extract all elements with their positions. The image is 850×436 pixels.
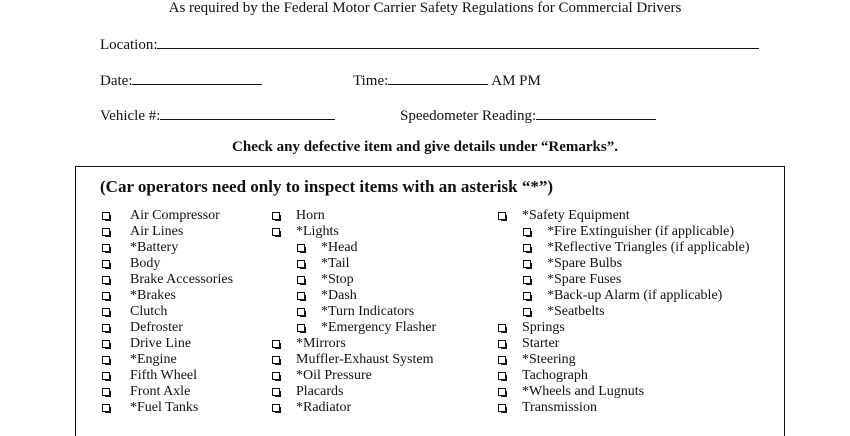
checklist-item-label: Air Compressor: [130, 208, 220, 223]
checkbox[interactable]: [498, 372, 506, 380]
checkbox[interactable]: [498, 340, 506, 348]
checkbox[interactable]: [498, 356, 506, 364]
checklist-item-label: Placards: [296, 384, 344, 399]
location-field: [100, 34, 759, 54]
time-input-line[interactable]: [388, 70, 488, 85]
checkbox[interactable]: [297, 244, 305, 252]
checklist-item-label: Springs: [522, 320, 565, 335]
speedometer-label: Speedometer Reading:: [400, 108, 537, 124]
checkbox[interactable]: [272, 372, 280, 380]
checkbox[interactable]: [102, 212, 110, 220]
checklist-item-label: *Spare Bulbs: [547, 256, 623, 271]
checklist-item-label: Fifth Wheel: [130, 368, 198, 383]
checkbox[interactable]: [272, 356, 280, 364]
checkbox[interactable]: [523, 308, 531, 316]
location-input-line[interactable]: [157, 34, 759, 49]
checklist-item-label: *Fuel Tanks: [130, 400, 199, 415]
checkbox[interactable]: [102, 340, 110, 348]
checklist-item-label: Front Axle: [130, 384, 191, 399]
checkbox[interactable]: [102, 260, 110, 268]
date-label: Date:: [100, 73, 133, 89]
checkbox[interactable]: [272, 388, 280, 396]
checkbox[interactable]: [523, 292, 531, 300]
checklist-item-label: *Seatbelts: [547, 304, 605, 319]
checklist-item-label: *Mirrors: [296, 336, 346, 351]
checklist-item-label: Starter: [522, 336, 560, 351]
checkbox[interactable]: [102, 308, 110, 316]
time-field: [353, 70, 541, 90]
checkbox[interactable]: [102, 292, 110, 300]
checkbox[interactable]: [102, 372, 110, 380]
checklist-item-label: *Stop: [321, 272, 354, 287]
speedometer-input-line[interactable]: [536, 105, 656, 120]
checkbox[interactable]: [498, 404, 506, 412]
checklist-item-label: *Wheels and Lugnuts: [522, 384, 645, 399]
checkbox[interactable]: [102, 276, 110, 284]
checkbox[interactable]: [498, 212, 506, 220]
checkbox[interactable]: [102, 388, 110, 396]
checkbox[interactable]: [523, 244, 531, 252]
checkbox[interactable]: [523, 260, 531, 268]
form-subtitle: As required by the Federal Motor Carrier Safety Regulations for Commercial Drivers: [168, 0, 682, 16]
checklist-item-label: *Emergency Flasher: [321, 320, 437, 335]
checkbox[interactable]: [297, 260, 305, 268]
speedometer-field: [400, 105, 656, 125]
checkbox[interactable]: [523, 228, 531, 236]
checklist-item-label: *Safety Equipment: [522, 208, 630, 223]
checkbox[interactable]: [272, 212, 280, 220]
checklist-item-label: *Steering: [522, 352, 576, 367]
location-label: Location:: [100, 37, 158, 53]
checklist-item-label: *Brakes: [130, 288, 176, 303]
time-ampm-options[interactable]: AM PM: [491, 73, 541, 89]
checklist-item-label: *Spare Fuses: [547, 272, 622, 287]
checkbox[interactable]: [102, 404, 110, 412]
checkbox[interactable]: [297, 308, 305, 316]
checkbox[interactable]: [272, 228, 280, 236]
checkbox[interactable]: [102, 324, 110, 332]
checkbox[interactable]: [102, 244, 110, 252]
checklist-item-label: Air Lines: [130, 224, 184, 239]
checkbox[interactable]: [498, 388, 506, 396]
checkbox[interactable]: [272, 404, 280, 412]
checkbox[interactable]: [297, 292, 305, 300]
checklist-item-label: Drive Line: [130, 336, 192, 351]
checklist-item-label: Muffler-Exhaust System: [296, 352, 434, 367]
checklist-item-label: *Radiator: [296, 400, 352, 415]
checklist-item-label: *Back-up Alarm (if applicable): [547, 288, 723, 303]
vehicle-input-line[interactable]: [160, 105, 335, 120]
checklist-item-label: Tachograph: [522, 368, 588, 383]
checkbox[interactable]: [272, 340, 280, 348]
checkbox[interactable]: [102, 356, 110, 364]
checklist-item-label: Transmission: [522, 400, 597, 415]
defect-instruction: Check any defective item and give details under “Remarks”.: [232, 139, 618, 155]
date-input-line[interactable]: [132, 70, 262, 85]
checklist-item-label: *Fire Extinguisher (if applicable): [547, 224, 734, 239]
checklist-item-label: Defroster: [130, 320, 183, 335]
checkbox[interactable]: [297, 276, 305, 284]
checkbox[interactable]: [498, 324, 506, 332]
checklist-item-label: *Engine: [130, 352, 177, 367]
date-field: [100, 70, 262, 90]
checklist-item-label: *Tail: [321, 256, 350, 271]
checklist-item-label: Horn: [296, 208, 325, 223]
checklist-item-label: *Oil Pressure: [296, 368, 372, 383]
vehicle-label: Vehicle #:: [100, 108, 161, 124]
checklist-item-label: Clutch: [130, 304, 168, 319]
asterisk-note: (Car operators need only to inspect items with an asterisk “*”): [100, 177, 553, 196]
checklist-item-label: *Reflective Triangles (if applicable): [547, 240, 750, 255]
checklist-item-label: Brake Accessories: [130, 272, 234, 287]
checklist-item-label: Body: [130, 256, 161, 271]
time-label: Time:: [353, 73, 389, 89]
checkbox[interactable]: [297, 324, 305, 332]
checklist-item-label: *Turn Indicators: [321, 304, 415, 319]
checklist-item-label: *Lights: [296, 224, 339, 239]
checklist-item-label: *Head: [321, 240, 358, 255]
checkbox[interactable]: [102, 228, 110, 236]
vehicle-field: [100, 105, 335, 125]
checklist-item-label: *Battery: [130, 240, 179, 255]
checklist-item-label: *Dash: [321, 288, 357, 303]
checkbox[interactable]: [523, 276, 531, 284]
